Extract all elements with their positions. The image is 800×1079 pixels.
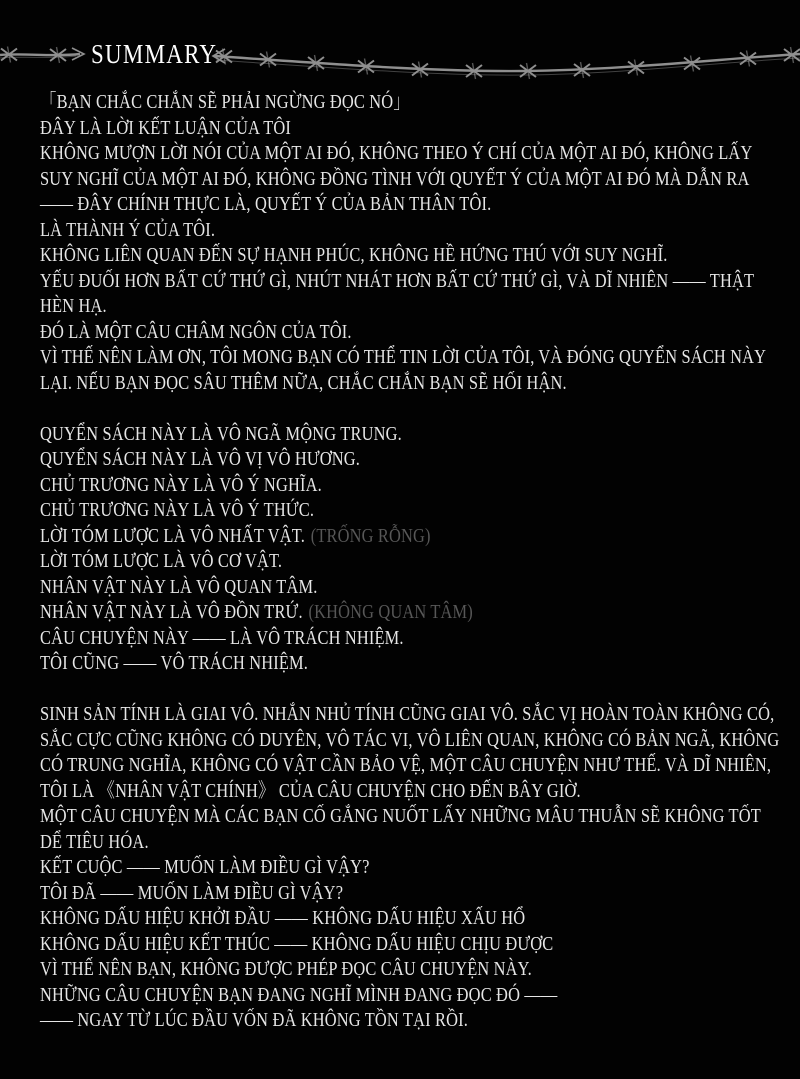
line-text: HÈN HẠ.	[40, 295, 107, 317]
text-line	[40, 575, 779, 601]
text-line	[40, 192, 779, 218]
text-line	[40, 422, 779, 448]
line-text: NHÂN VẬT NÀY LÀ VÔ ĐỒN TRỨ.	[40, 601, 303, 623]
line-text: KHÔNG DẤU HIỆU KẾT THÚC —— KHÔNG DẤU HIỆU CHỊU ĐƯỢC	[40, 932, 554, 955]
line-text: LÀ THÀNH Ý CỦA TÔI.	[40, 218, 216, 241]
line-text: SUY NGHĨ CỦA MỘT AI ĐÓ, KHÔNG ĐỒNG TÌNH VỚI QUYẾT Ý CỦA MỘT AI ĐÓ MÀ DẪN RA	[40, 167, 750, 190]
text-line	[40, 728, 779, 754]
line-text: CHỦ TRƯƠNG NÀY LÀ VÔ Ý THỨC.	[40, 499, 315, 521]
line-text: ĐÓ LÀ MỘT CÂU CHÂM NGÔN CỦA TÔI.	[40, 320, 352, 343]
line-text: VÌ THẾ NÊN BẠN, KHÔNG ĐƯỢC PHÉP ĐỌC CÂU CHUYỆN NÀY.	[40, 958, 532, 980]
line-text: TÔI CŨNG —— VÔ TRÁCH NHIỆM.	[40, 652, 309, 674]
text-line	[40, 983, 779, 1009]
line-text: TÔI LÀ 《NHÂN VẬT CHÍNH》 CỦA CÂU CHUYỆN CHO ĐẾN BÂY GIỜ.	[40, 779, 581, 802]
text-line	[40, 167, 779, 193]
text-line	[40, 549, 779, 575]
line-text: NHỮNG CÂU CHUYỆN BẠN ĐANG NGHĨ MÌNH ĐANG ĐỌC ĐÓ ——	[40, 983, 558, 1006]
text-line	[40, 498, 779, 524]
text-line	[40, 702, 779, 728]
line-text: KHÔNG LIÊN QUAN ĐẾN SỰ HẠNH PHÚC, KHÔNG HỀ HỨNG THÚ VỚI SUY NGHĨ.	[40, 244, 668, 266]
line-text: NHÂN VẬT NÀY LÀ VÔ QUAN TÂM.	[40, 575, 318, 598]
line-note: (KHÔNG QUAN TÂM)	[308, 601, 473, 623]
text-line	[40, 600, 779, 626]
line-text: 「BẠN CHẮC CHẮN SẼ PHẢI NGỪNG ĐỌC NÓ」	[40, 91, 410, 113]
text-line	[40, 804, 779, 830]
line-text: CHỦ TRƯƠNG NÀY LÀ VÔ Ý NGHĨA.	[40, 473, 322, 496]
text-line	[40, 320, 779, 346]
line-text: KHÔNG MƯỢN LỜI NÓI CỦA MỘT AI ĐÓ, KHÔNG THEO Ý CHÍ CỦA MỘT AI ĐÓ, KHÔNG LẤY	[40, 142, 753, 164]
text-line	[40, 855, 779, 881]
text-line	[40, 932, 779, 958]
line-text: LỜI TÓM LƯỢC LÀ VÔ CƠ VẬT.	[40, 550, 283, 572]
text-line	[40, 651, 779, 677]
text-line	[40, 830, 779, 856]
line-text: CÓ TRUNG NGHĨA, KHÔNG CÓ VẬT CẦN BẢO VỆ, MỘT CÂU CHUYỆN NHƯ THẾ. VÀ DĨ NHIÊN,	[40, 754, 772, 776]
line-note: (TRỐNG RỖNG)	[310, 524, 431, 547]
line-text: —— NGAY TỪ LÚC ĐẦU VỐN ĐÃ KHÔNG TỒN TẠI RỒI.	[40, 1009, 468, 1031]
text-line	[40, 294, 779, 320]
summary-text	[40, 90, 779, 1034]
text-line	[40, 345, 779, 371]
line-text: LỜI TÓM LƯỢC LÀ VÔ NHẤT VẬT.	[40, 524, 305, 547]
line-text: QUYỂN SÁCH NÀY LÀ VÔ NGÃ MỘNG TRUNG.	[40, 422, 402, 445]
line-text: LẠI. NẾU BẠN ĐỌC SÂU THÊM NỮA, CHẮC CHẮN BẠN SẼ HỐI HẬN.	[40, 371, 567, 394]
text-line	[40, 626, 779, 652]
text-line	[40, 881, 779, 907]
text-line	[40, 473, 779, 499]
line-text: KẾT CUỘC —— MUỐN LÀM ĐIỀU GÌ VẬY?	[40, 856, 370, 878]
line-text: SINH SẢN TÍNH LÀ GIAI VÔ. NHẮN NHỦ TÍNH CŨNG GIAI VÔ. SẮC VỊ HOÀN TOÀN KHÔNG CÓ,	[40, 703, 775, 725]
text-line	[40, 90, 779, 116]
text-line	[40, 141, 779, 167]
line-text: QUYỂN SÁCH NÀY LÀ VÔ VỊ VÔ HƯƠNG.	[40, 448, 361, 470]
page-title: SUMMARY	[91, 39, 218, 69]
paragraph	[40, 702, 779, 1034]
text-line	[40, 957, 779, 983]
paragraph	[40, 422, 779, 677]
paragraph	[40, 90, 779, 396]
text-line	[40, 906, 779, 932]
line-text: MỘT CÂU CHUYỆN MÀ CÁC BẠN CỐ GẮNG NUỐT LẤY NHỮNG MÂU THUẪN SẼ KHÔNG TỐT	[40, 805, 761, 827]
text-line	[40, 243, 779, 269]
text-line	[40, 371, 779, 397]
line-text: DỂ TIÊU HÓA.	[40, 830, 149, 853]
line-text: —— ĐÂY CHÍNH THỰC LÀ, QUYẾT Ý CỦA BẢN THÂN TÔI.	[40, 193, 492, 215]
text-line	[40, 447, 779, 473]
line-text: TÔI ĐÃ —— MUỐN LÀM ĐIỀU GÌ VẬY?	[40, 881, 344, 904]
text-line	[40, 524, 779, 550]
line-text: VÌ THẾ NÊN LÀM ƠN, TÔI MONG BẠN CÓ THỂ TIN LỜI CỦA TÔI, VÀ ĐÓNG QUYỂN SÁCH NÀY	[40, 346, 767, 368]
line-text: CÂU CHUYỆN NÀY —— LÀ VÔ TRÁCH NHIỆM.	[40, 626, 404, 649]
text-line	[40, 218, 779, 244]
line-text: SẮC CỰC CŨNG KHÔNG CÓ DUYÊN, VÔ TÁC VI, VÔ LIÊN QUAN, KHÔNG CÓ BẢN NGÃ, KHÔNG	[40, 728, 780, 751]
text-line	[40, 753, 779, 779]
text-line	[40, 1008, 779, 1034]
line-text: KHÔNG DẤU HIỆU KHỞI ĐẦU —— KHÔNG DẤU HIỆU XẤU HỔ	[40, 907, 526, 929]
text-line	[40, 116, 779, 142]
line-text: ĐÂY LÀ LỜI KẾT LUẬN CỦA TÔI	[40, 116, 292, 139]
text-line	[40, 269, 779, 295]
line-text: YẾU ĐUỐI HƠN BẤT CỨ THỨ GÌ, NHÚT NHÁT HƠN BẤT CỨ THỨ GÌ, VÀ DĨ NHIÊN —— THẬT	[40, 269, 755, 292]
text-line	[40, 779, 779, 805]
